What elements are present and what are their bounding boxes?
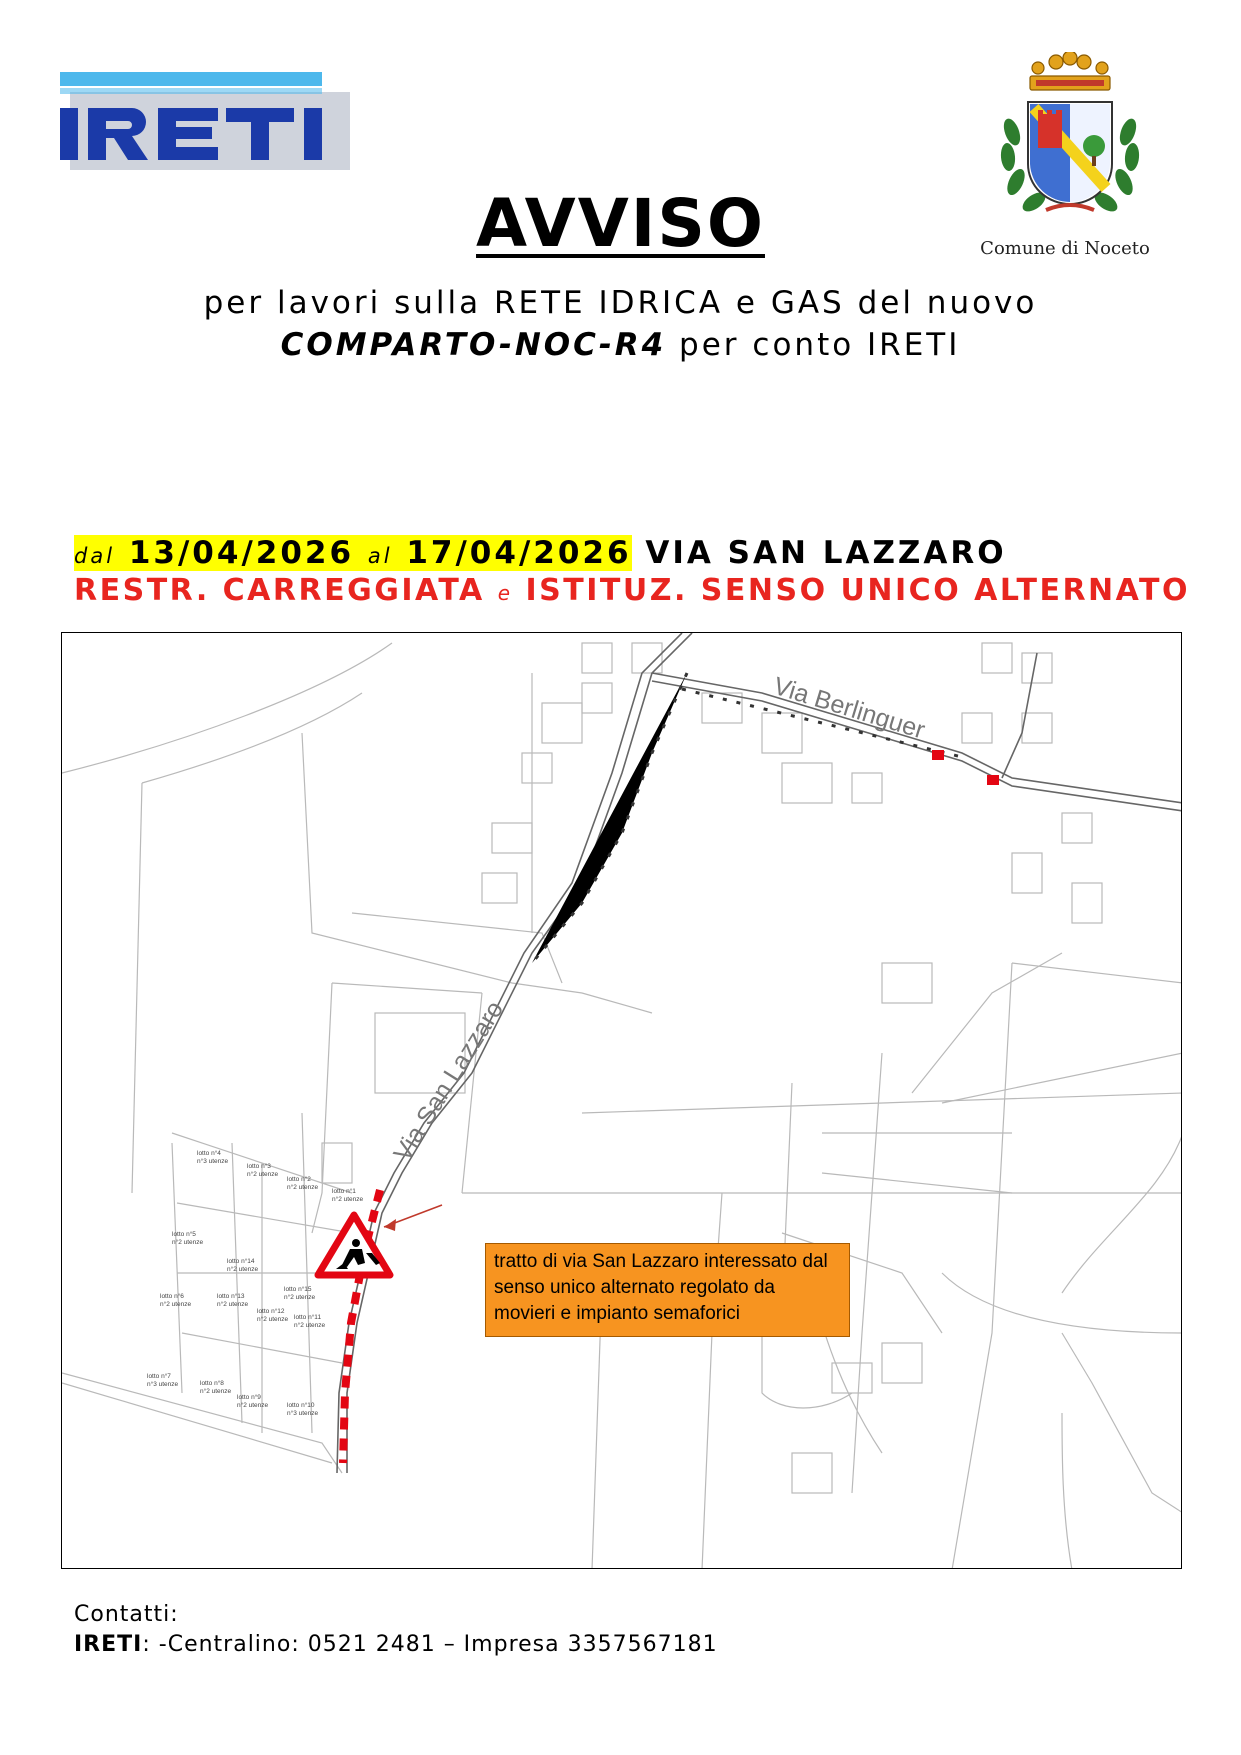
restriction-joiner: e (497, 581, 513, 605)
lot-label: n°2 utenze (160, 1301, 192, 1308)
lot-label: lotto n°7 (147, 1373, 171, 1380)
dal-word: dal (74, 544, 116, 568)
subtitle-line2 (0, 327, 1241, 363)
map-callout: tratto di via San Lazzaro interessato dal senso unico alternato regolato da movieri e impianto semaforici (485, 1243, 850, 1337)
contacts-label: Contatti: (74, 1602, 179, 1627)
lot-label: n°2 utenze (172, 1239, 204, 1246)
lot-label: lotto n°5 (172, 1231, 196, 1238)
lot-label: lotto n°3 (247, 1163, 271, 1170)
contacts-line (74, 1630, 718, 1660)
restriction-line (74, 573, 1190, 608)
end-date: 17/04/2026 (406, 535, 632, 571)
lot-label: lotto n°2 (287, 1176, 311, 1183)
lot-label: lotto n°8 (200, 1380, 224, 1387)
title-text: AVVISO (476, 185, 765, 262)
date-highlight (74, 535, 632, 571)
lot-label: n°3 utenze (287, 1410, 319, 1417)
lot-label: n°2 utenze (247, 1171, 279, 1178)
contacts-company: IRETI (74, 1632, 143, 1657)
lot-label: n°2 utenze (284, 1294, 316, 1301)
lot-label: n°2 utenze (257, 1316, 289, 1323)
lot-label: lotto n°1 (332, 1188, 356, 1195)
lot-label: lotto n°13 (217, 1293, 245, 1300)
lot-label: n°2 utenze (237, 1402, 269, 1409)
lot-label: lotto n°14 (227, 1258, 255, 1265)
lot-label: lotto n°10 (287, 1402, 315, 1409)
lot-label: n°2 utenze (287, 1184, 319, 1191)
lot-label: n°2 utenze (332, 1196, 364, 1203)
comparto-code: COMPARTO-NOC-R4 (280, 327, 667, 363)
lot-label: n°3 utenze (197, 1158, 229, 1165)
lot-label: lotto n°12 (257, 1308, 285, 1315)
subtitle-line1: per lavori sulla RETE IDRICA e GAS del nuovo (203, 285, 1038, 321)
via-berlinguer-label: Via Berlinguer (770, 671, 929, 745)
restriction-part1: RESTR. CARREGGIATA (74, 573, 485, 608)
contacts-details: : -Centralino: 0521 2481 – Impresa 3357567181 (142, 1632, 718, 1657)
via-san-lazzaro-label: Via San Lazzaro (388, 996, 510, 1167)
contacts-block (74, 1600, 718, 1660)
comune-label: Comune di Noceto (980, 238, 1150, 259)
al-word: al (367, 544, 393, 568)
lot-label: n°2 utenze (294, 1322, 326, 1329)
restriction-part2: ISTITUZ. SENSO UNICO ALTERNATO (525, 573, 1191, 608)
lot-label: n°3 utenze (147, 1381, 179, 1388)
site-map (61, 632, 1182, 1569)
period-line (74, 535, 1007, 571)
lot-label: lotto n°9 (237, 1394, 261, 1401)
start-date: 13/04/2026 (128, 535, 355, 571)
subtitle-line2-rest: per conto IRETI (666, 327, 961, 363)
lot-label: n°2 utenze (217, 1301, 249, 1308)
lot-label: n°2 utenze (227, 1266, 259, 1273)
lot-label: n°2 utenze (200, 1388, 232, 1395)
ireti-logo (60, 72, 350, 172)
street-name: VIA SAN LAZZARO (645, 535, 1007, 571)
lot-label: lotto n°11 (294, 1314, 322, 1321)
lot-label: lotto n°6 (160, 1293, 184, 1300)
page-title (0, 185, 1241, 262)
lot-label: lotto n°15 (284, 1286, 312, 1293)
lot-label: lotto n°4 (197, 1150, 221, 1157)
